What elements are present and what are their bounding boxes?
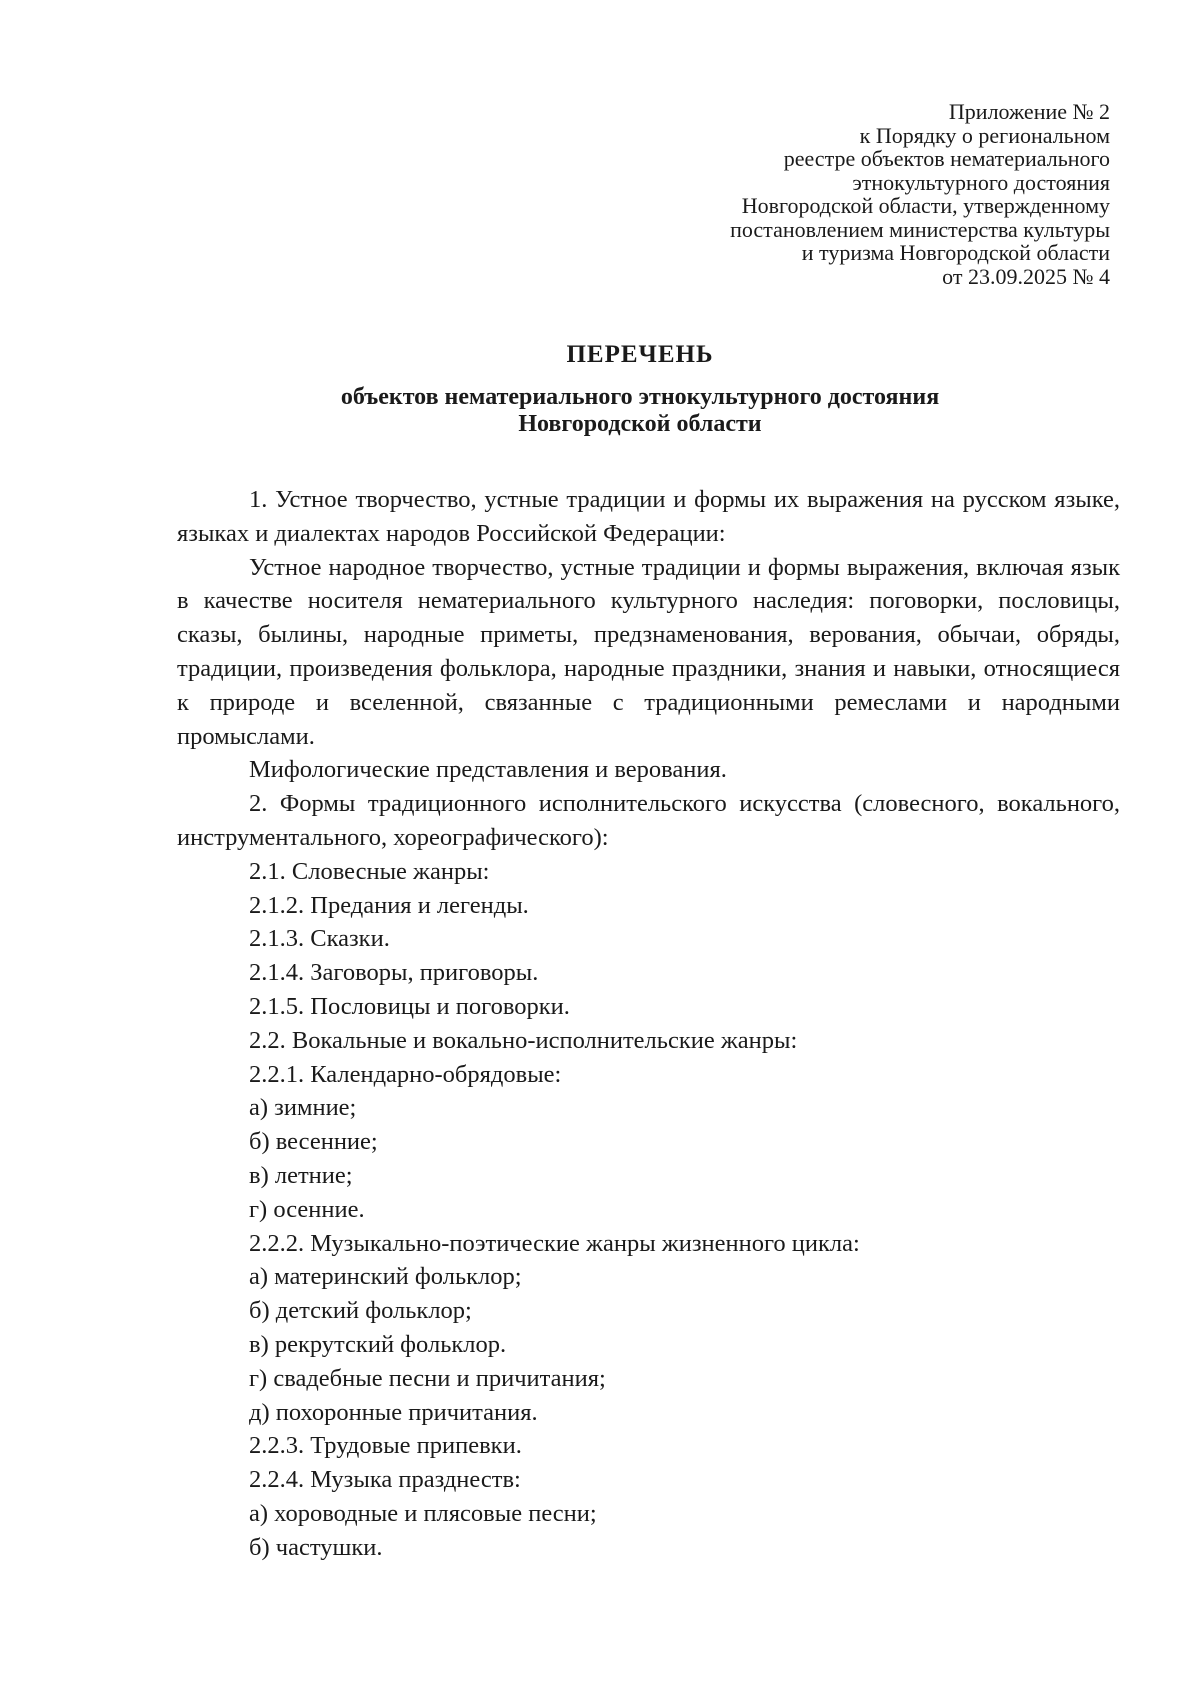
list-item: 2.1.5. Пословицы и поговорки. (249, 992, 570, 1020)
list-item: б) весенние; (249, 1128, 378, 1156)
list-item: б) частушки. (249, 1533, 383, 1561)
list-item: 2.1.3. Сказки. (249, 925, 390, 953)
paragraph-section-2: 2. Формы традиционного исполнительского искусства (словесного, вокального, инструментального, хореографического): (177, 790, 1120, 851)
list-item: 2.2.4. Музыка празднеств: (249, 1466, 521, 1494)
list-item: в) летние; (249, 1161, 353, 1189)
genre-list (177, 855, 1120, 1565)
list-item: 2.1.2. Предания и легенды. (249, 891, 529, 919)
appendix-date-line: от 23.09.2025 № 4 (942, 263, 1110, 289)
list-item: г) свадебные песни и причитания; (249, 1364, 606, 1392)
list-item: 2.2.3. Трудовые припевки. (249, 1432, 522, 1460)
paragraph-mythology: Мифологические представления и верования. (249, 756, 727, 784)
appendix-line: и туризма Новгородской области (801, 240, 1110, 265)
paragraph-oral-tradition: Устное народное творчество, устные традиции и формы выражения, включая язык в качестве носителя нематериального культурного наследия: поговорки, пословицы, сказы, былины, народные приметы, предзнаменования, верования, обычаи, обряды, традиции, произведения фольклора, народные праздники, знания и навыки, относящиеся к природе и вселенной, связанные с традиционными ремеслами и народными промыслами. (177, 553, 1120, 750)
list-item: 2.2.2. Музыкально-поэтические жанры жизненного цикла: (249, 1229, 860, 1257)
list-item: 2.1. Словесные жанры: (249, 857, 490, 885)
list-item: а) хороводные и плясовые песни; (249, 1499, 597, 1527)
list-item: 2.2.1. Календарно-обрядовые: (249, 1060, 562, 1088)
appendix-line: Новгородской области, утвержденному (741, 193, 1110, 218)
appendix-line: реестре объектов нематериального (783, 146, 1110, 171)
list-item: 2.1.4. Заговоры, приговоры. (249, 959, 539, 987)
subtitle-line: Новгородской области (518, 411, 762, 437)
subtitle-line: объектов нематериального этнокультурного достояния (340, 384, 940, 410)
appendix-line: постановлением министерства культуры (730, 216, 1110, 242)
list-item: 2.2. Вокальные и вокально-исполнительские жанры: (249, 1026, 798, 1054)
document-subtitle (160, 384, 1120, 438)
appendix-line: Приложение № 2 (948, 99, 1110, 124)
list-item: в) рекрутский фольклор. (249, 1330, 507, 1358)
list-item: д) похоронные причитания. (249, 1398, 538, 1426)
document-title: ПЕРЕЧЕНЬ (566, 341, 714, 368)
appendix-line: этнокультурного достояния (852, 169, 1110, 195)
appendix-line: к Порядку о региональном (859, 122, 1110, 148)
document-title-block (160, 340, 1120, 438)
list-item: б) детский фольклор; (249, 1297, 472, 1325)
document-body (177, 483, 1120, 1565)
list-item: а) зимние; (249, 1094, 357, 1122)
list-item: а) материнский фольклор; (249, 1263, 522, 1291)
appendix-header (590, 100, 1110, 288)
paragraph-section-1: 1. Устное творчество, устные традиции и формы их выражения на русском языке, языках и диалектах народов Российской Федерации: (177, 486, 1120, 547)
list-item: г) осенние. (249, 1195, 365, 1223)
